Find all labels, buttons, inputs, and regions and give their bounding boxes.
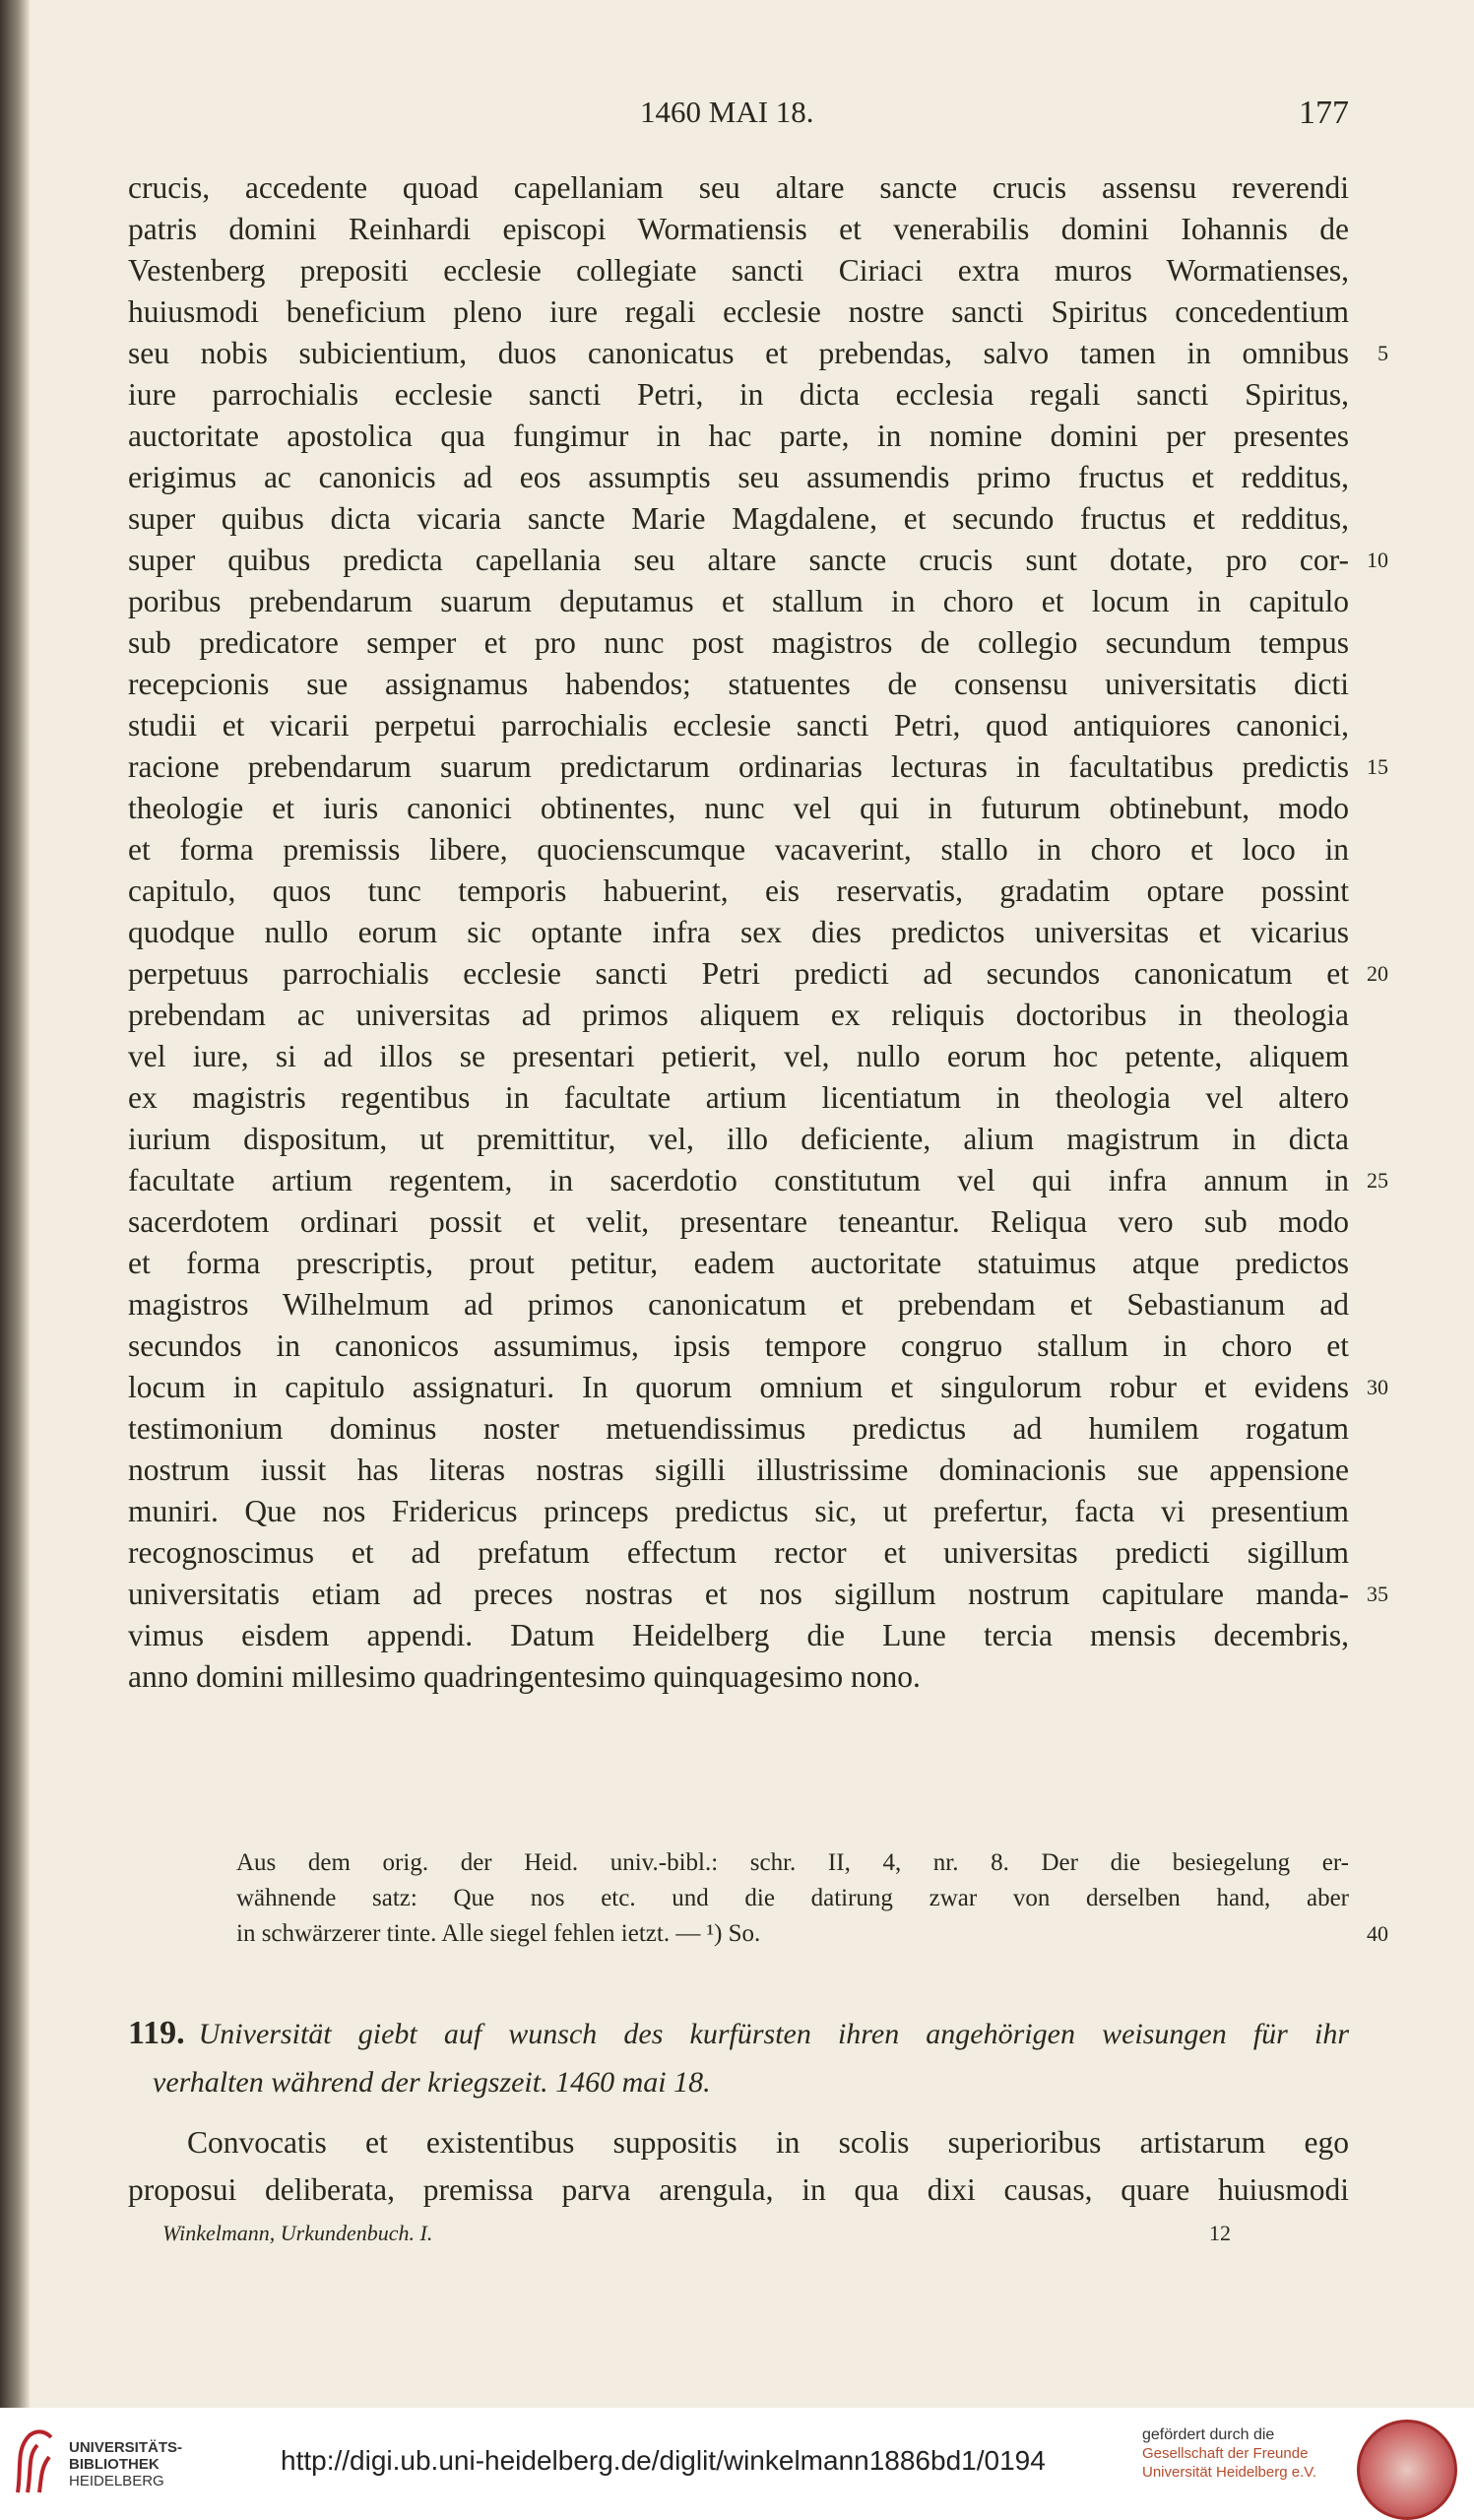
text-line <box>236 1916 1388 1952</box>
line-text: ex magistris regentibus in facultate artium licentiatum in theologia vel altero <box>128 1080 1349 1115</box>
line-text: universitatis etiam ad preces nostras et nos sigillum nostrum capitulare manda- <box>128 1577 1349 1611</box>
text-line <box>128 1284 1349 1325</box>
library-name: UNIVERSITÄTS- BIBLIOTHEK HEIDELBERG <box>69 2439 183 2489</box>
line-number: 40 <box>1367 1921 1388 1946</box>
line-text: poribus prebendarum suarum deputamus et stallum in choro et locum in capitulo <box>128 584 1349 618</box>
text-line <box>236 1881 1349 1916</box>
text-line <box>128 912 1349 953</box>
line-text: facultate artium regentem, in sacerdotio constitutum vel qui infra annum in <box>128 1163 1349 1197</box>
text-line <box>128 953 1388 995</box>
signature-number: 12 <box>1209 2221 1231 2245</box>
text-line <box>128 333 1388 374</box>
line-text: sacerdotem ordinari possit et velit, presentare teneantur. Reliqua vero sub modo <box>128 1204 1349 1239</box>
line-text: iure parrochialis ecclesie sancti Petri, in dicta ecclesia regali sancti Spiritus, <box>128 377 1349 412</box>
text-line <box>128 664 1349 705</box>
line-text: super quibus predicta capellania seu altare sancte crucis sunt dotate, pro cor- <box>128 543 1349 577</box>
charter-heading <box>128 2009 1349 2107</box>
text-line <box>128 829 1349 871</box>
line-text: et forma prescriptis, prout petitur, eadem auctoritate statuimus atque predictos <box>128 1246 1349 1280</box>
text-line <box>128 1243 1349 1284</box>
text-line <box>128 995 1349 1036</box>
line-text: capitulo, quos tunc temporis habuerint, eis reservatis, gradatim optare possint <box>128 873 1349 908</box>
library-logo-icon <box>12 2427 57 2496</box>
line-text: sub predicatore semper et pro nunc post magistros de collegio secundum tempus <box>128 625 1349 660</box>
text-line <box>128 1160 1388 1201</box>
line-text: racione prebendarum suarum predictarum ordinarias lecturas in facultatibus predictis <box>128 749 1349 784</box>
text-line <box>128 1532 1349 1574</box>
text-line <box>128 250 1349 291</box>
line-text: theologie et iuris canonici obtinentes, nunc vel qui in futurum obtinebunt, modo <box>128 791 1349 825</box>
text-line <box>128 622 1349 664</box>
line-text: recepcionis sue assignamus habendos; statuentes de consensu universitatis dicti <box>128 667 1349 701</box>
text-line <box>128 209 1349 250</box>
text-line <box>128 498 1349 540</box>
text-line <box>128 1201 1349 1243</box>
charter-number: 119. <box>128 2015 185 2051</box>
line-text: quodque nullo eorum sic optante infra sex dies predictos universitas et vicarius <box>128 915 1349 949</box>
page-number: 177 <box>1299 95 1349 131</box>
line-number: 15 <box>1367 754 1388 779</box>
line-text: locum in capitulo assignaturi. In quorum omnium et singulorum robur et evidens <box>128 1370 1349 1404</box>
text-line <box>128 581 1349 622</box>
line-text: recognoscimus et ad prefatum effectum rector et universitas predicti sigillum <box>128 1535 1349 1570</box>
book-spine-shadow <box>0 0 30 2408</box>
text-line <box>128 705 1349 746</box>
text-line <box>128 1036 1349 1077</box>
line-text: et forma premissis libere, quocienscumque vacaverint, stallo in choro et loco in <box>128 832 1349 867</box>
line-text: prebendam ac universitas ad primos aliquem ex reliquis doctoribus in theologia <box>128 998 1349 1032</box>
text-line <box>128 457 1349 498</box>
text-line <box>128 1119 1349 1160</box>
intro-line: Convocatis et existentibus suppositis in scolis superioribus artistarum ego <box>187 2125 1349 2160</box>
line-text: huiusmodi beneficium pleno iure regali ecclesie nostre sancti Spiritus concedentium <box>128 294 1349 329</box>
text-line <box>128 1615 1349 1656</box>
line-text: Aus dem orig. der Heid. univ.-bibl.: schr. II, 4, nr. 8. Der die besiegelung er- <box>236 1849 1349 1876</box>
line-text: magistros Wilhelmum ad primos canonicatum et prebendam et Sebastianum ad <box>128 1287 1349 1322</box>
text-line <box>128 871 1349 912</box>
line-text: Vestenberg prepositi ecclesie collegiate sancti Ciriaci extra muros Wormatienses, <box>128 253 1349 288</box>
text-line <box>128 167 1349 209</box>
line-text: secundos in canonicos assumimus, ipsis tempore congruo stallum in choro et <box>128 1328 1349 1363</box>
line-text: in schwärzerer tinte. Alle siegel fehlen ietzt. — ¹) So. <box>236 1920 761 1947</box>
line-text: vel iure, si ad illos se presentari petierit, vel, nullo eorum hoc petente, aliquem <box>128 1039 1349 1073</box>
text-line <box>128 1077 1349 1119</box>
line-text: anno domini millesimo quadringentesimo quinquagesimo nono. <box>128 1659 921 1694</box>
line-number: 25 <box>1367 1168 1388 1193</box>
line-text: iurium dispositum, ut premittitur, vel, illo deficiente, alium magistrum in dicta <box>128 1122 1349 1156</box>
line-text: wähnende satz: Que nos etc. und die datirung zwar von derselben hand, aber <box>236 1885 1349 1911</box>
text-line <box>236 1845 1349 1881</box>
header-title: 1460 MAI 18. <box>640 95 814 129</box>
line-text: testimonium dominus noster metuendissimus predictus ad humilem rogatum <box>128 1411 1349 1446</box>
running-header <box>128 95 1349 144</box>
text-line <box>128 1574 1388 1615</box>
text-line <box>128 1656 1349 1698</box>
line-text: vimus eisdem appendi. Datum Heidelberg die Lune tercia mensis decembris, <box>128 1618 1349 1652</box>
charter-title-line-1: Universität giebt auf wunsch des kurfürsten ihren angehörigen weisungen für ihr <box>198 2018 1349 2050</box>
text-line <box>128 788 1349 829</box>
text-line <box>128 416 1349 457</box>
line-text: crucis, accedente quoad capellaniam seu altare sancte crucis assensu reverendi <box>128 170 1349 205</box>
text-line <box>128 291 1349 333</box>
intro-line: proposui deliberata, premissa parva arengula, in qua dixi causas, quare huiusmodi <box>128 2172 1349 2207</box>
digitization-footer <box>0 2408 1474 2520</box>
text-line <box>128 540 1388 581</box>
line-text: muniri. Que nos Fridericus princeps predictus sic, ut prefertur, facta vi presentium <box>128 1494 1349 1528</box>
charter-119-text <box>128 2119 1349 2214</box>
line-number: 35 <box>1367 1582 1388 1606</box>
line-text: perpetuus parrochialis ecclesie sancti Petri predicti ad secundos canonicatum et <box>128 956 1349 991</box>
line-text: nostrum iussit has literas nostras sigilli illustrissime dominacionis sue appensione <box>128 1453 1349 1487</box>
text-line <box>128 746 1388 788</box>
text-line <box>128 1450 1349 1491</box>
line-number: 5 <box>1378 341 1388 365</box>
text-line <box>128 1408 1349 1450</box>
text-line <box>128 1325 1349 1367</box>
line-number: 20 <box>1367 961 1388 986</box>
line-text: erigimus ac canonicis ad eos assumptis seu assumendis primo fructus et redditus, <box>128 460 1349 494</box>
text-line <box>128 1367 1388 1408</box>
editorial-note <box>236 1845 1388 1952</box>
sponsor-credit: gefördert durch die Gesellschaft der Freunde Universität Heidelberg e.V. <box>1142 2426 1317 2481</box>
line-text: seu nobis subicientium, duos canonicatus et prebendas, salvo tamen in omnibus <box>128 336 1349 370</box>
signature-source: Winkelmann, Urkundenbuch. I. <box>162 2221 433 2245</box>
line-text: super quibus dicta vicaria sancte Marie Magdalene, et secundo fructus et redditus, <box>128 501 1349 536</box>
line-text: auctoritate apostolica qua fungimur in hac parte, in nomine domini per presentes <box>128 419 1349 453</box>
charter-text <box>128 167 1388 1698</box>
text-line <box>128 1491 1349 1532</box>
charter-title-line-2: verhalten während der kriegszeit. 1460 mai 18. <box>153 2066 711 2099</box>
line-number: 10 <box>1367 548 1388 572</box>
page-signature <box>162 2221 1231 2246</box>
university-seal-icon <box>1357 2420 1457 2520</box>
line-text: studii et vicarii perpetui parrochialis ecclesie sancti Petri, quod antiquiores canonici, <box>128 708 1349 743</box>
permalink-url[interactable]: http://digi.ub.uni-heidelberg.de/diglit/winkelmann1886bd1/0194 <box>281 2445 1046 2476</box>
text-line <box>128 374 1349 416</box>
line-number: 30 <box>1367 1375 1388 1399</box>
line-text: patris domini Reinhardi episcopi Wormatiensis et venerabilis domini Iohannis de <box>128 212 1349 246</box>
